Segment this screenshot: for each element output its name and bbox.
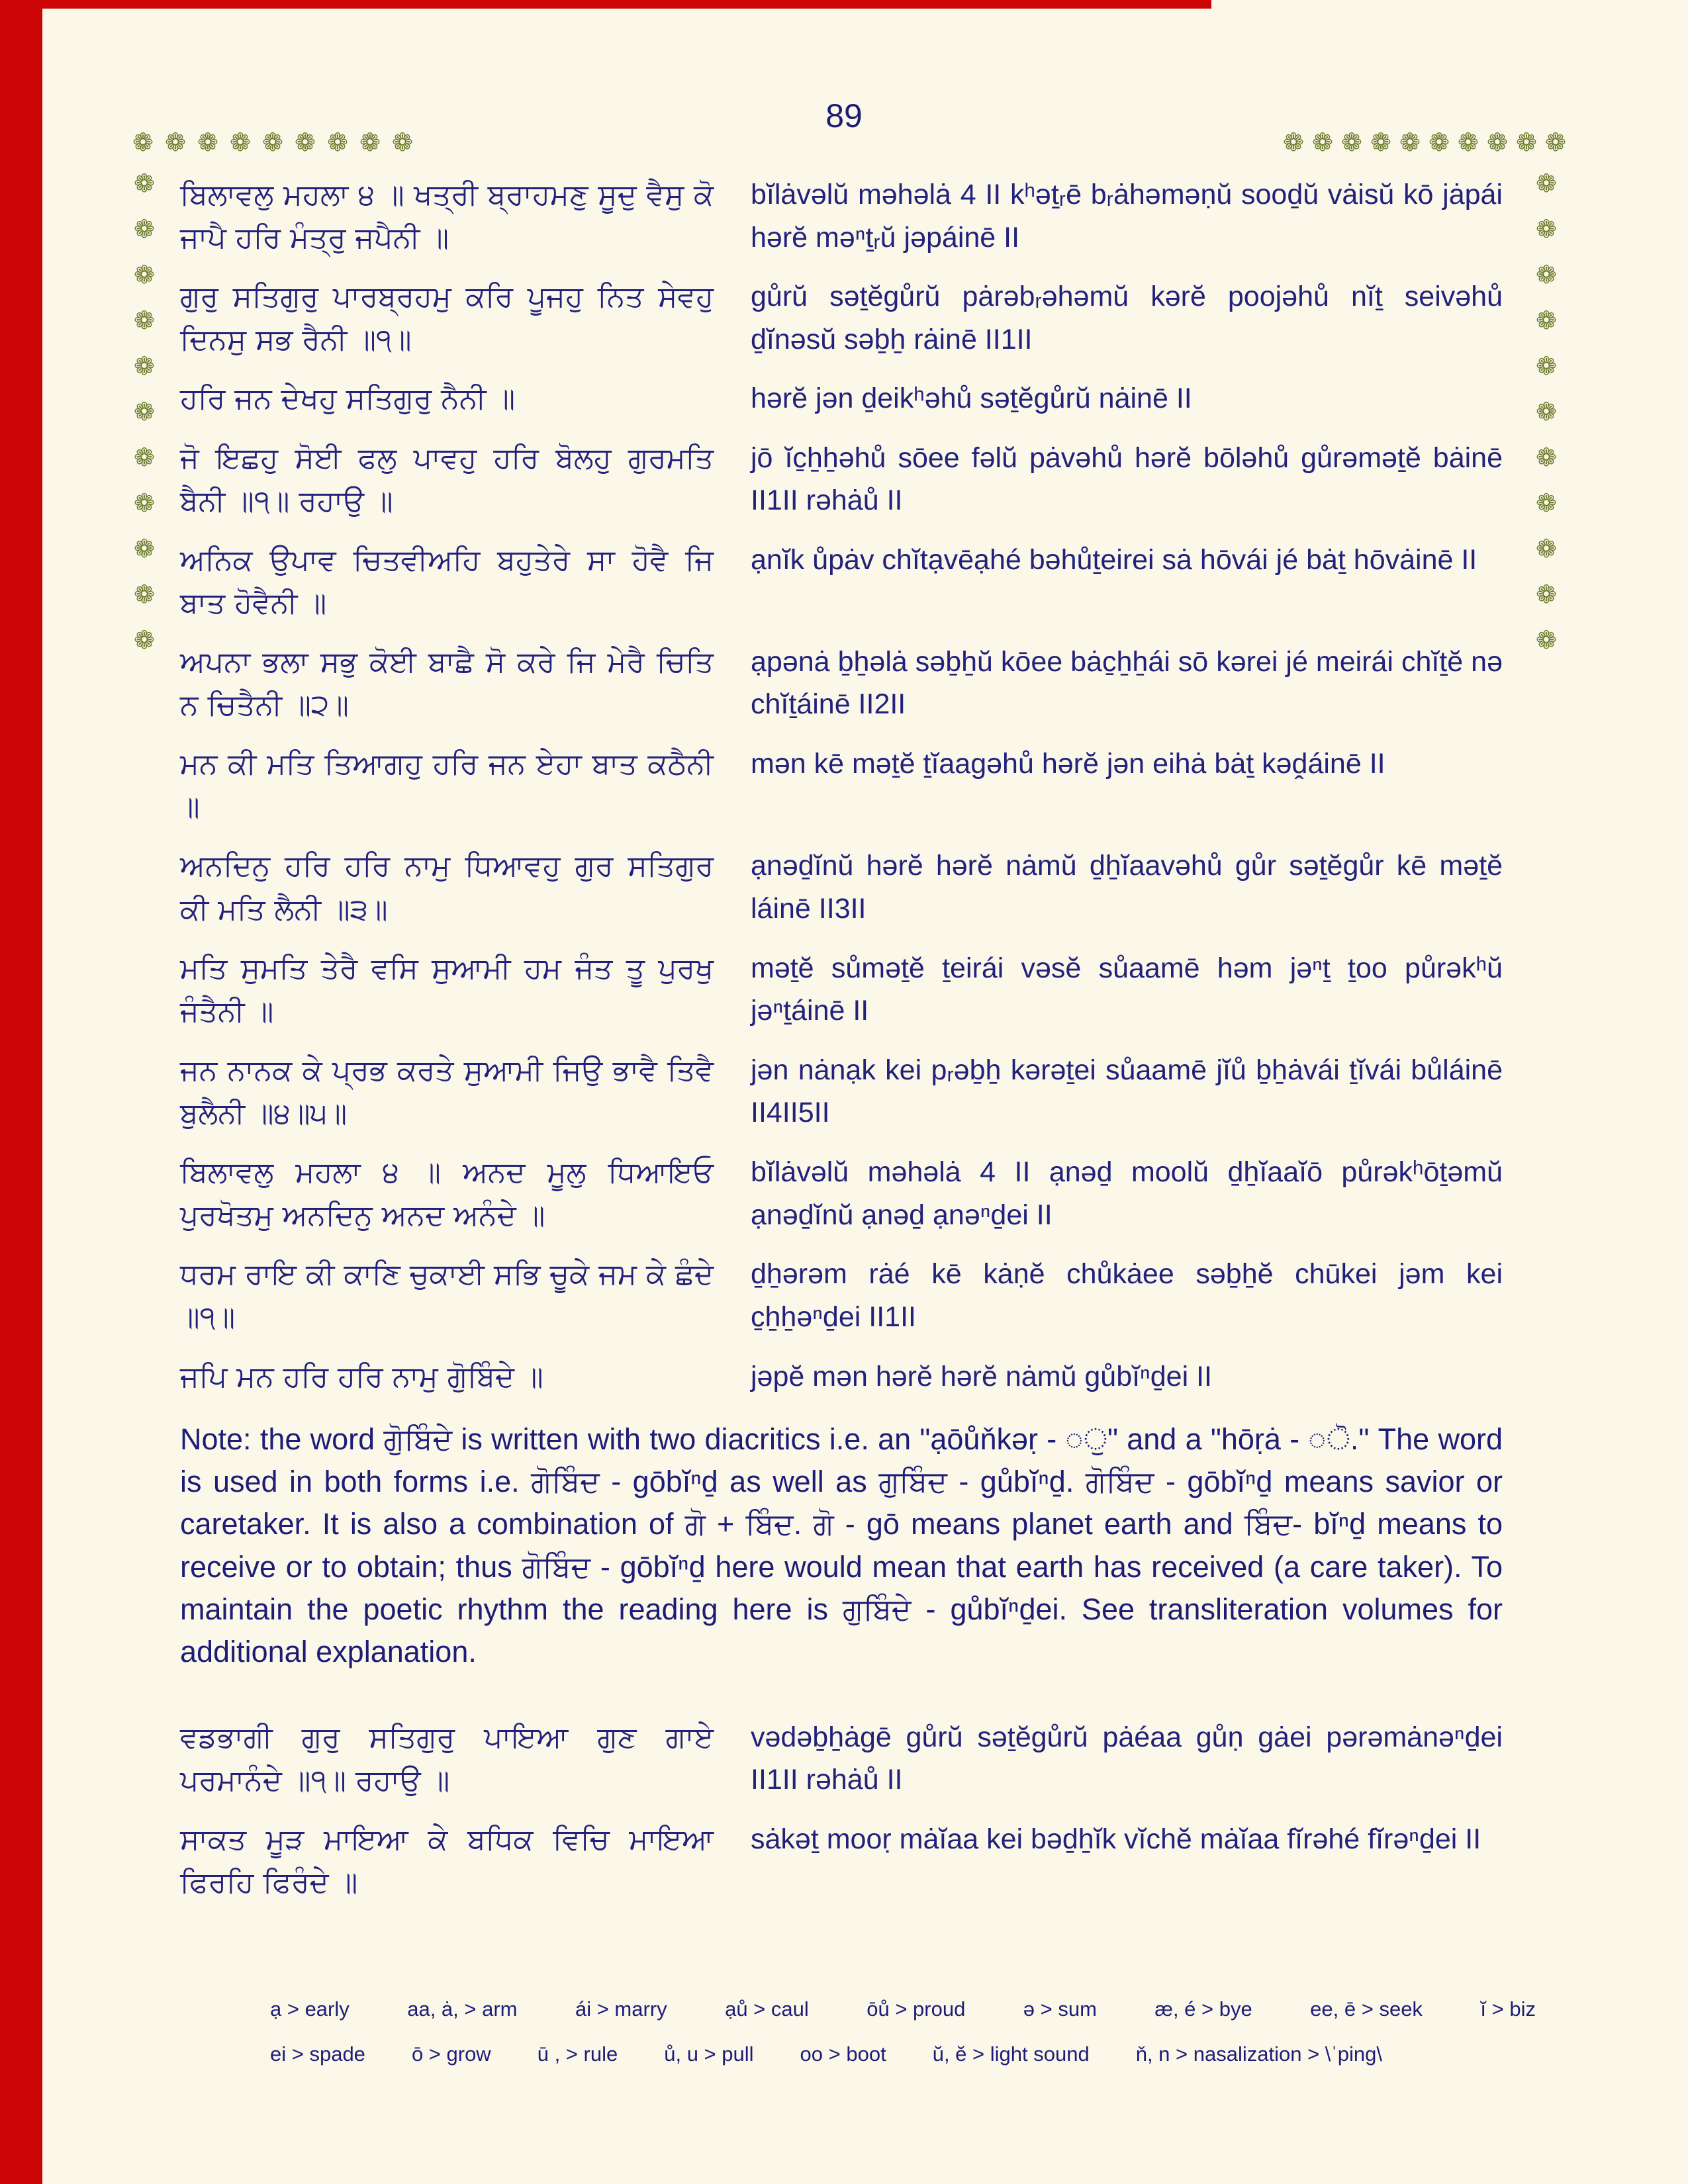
flower-icon: ❁ bbox=[1536, 397, 1557, 426]
key-item: ū , > rule bbox=[537, 2042, 618, 2066]
transliteration-text: sȧkəṯ mooṛ mȧĭaa kei bəḏẖĭk vĭchĕ mȧĭaa fĭrəhé fĭrəⁿḏei II bbox=[751, 1823, 1481, 1855]
key-item: ạů > caul bbox=[725, 1997, 809, 2021]
transliteration-text: ạnəḏĭnŭ hərĕ hərĕ nȧmŭ ḏẖĭaavəhů gůr səṯĕgůr kē məṯĕ láinē II3II bbox=[751, 850, 1503, 925]
verse-row bbox=[180, 275, 1503, 361]
transliteration-text: hərĕ jən ḏeikʰəhů səṯĕgůrŭ nȧinē II bbox=[751, 383, 1192, 415]
flower-icon: ❁ bbox=[1536, 534, 1557, 563]
gurmukhi-text: ਮਤਿ ਸੁਮਤਿ ਤੇਰੈ ਵਸਿ ਸੁਆਮੀ ਹਮ ਜੰਤ ਤੂ ਪੁਰਖੁ ਜੰਤੈਨੀ ॥ bbox=[180, 951, 714, 1028]
key-item: ei > spade bbox=[270, 2042, 365, 2066]
gurmukhi-text: ਹਰਿ ਜਨ ਦੇਖਹੁ ਸਤਿਗੁਰੁ ਨੈਨੀ ॥ bbox=[180, 382, 516, 416]
flower-icon: ❁ bbox=[1545, 128, 1566, 157]
book-edge-left-strip bbox=[0, 0, 42, 2184]
key-item: ň, n > nasalization > \ˈping\ bbox=[1135, 2042, 1382, 2066]
verses-lower-section bbox=[180, 1716, 1503, 1904]
page-number: 89 bbox=[825, 97, 863, 134]
key-item: ŭ, ĕ > light sound bbox=[932, 2042, 1090, 2066]
flower-icon: ❁ bbox=[134, 625, 155, 655]
flower-icon: ❁ bbox=[392, 128, 413, 157]
flower-icon: ❁ bbox=[134, 351, 155, 381]
transliteration-text: ḏẖərəm rȧé kē kȧṇĕ chůkȧee səḇẖĕ chūkei jəm kei c̱ẖẖəⁿḏei II1II bbox=[751, 1258, 1503, 1333]
verse-row bbox=[180, 947, 1503, 1033]
flower-icon: ❁ bbox=[1283, 128, 1304, 157]
gurmukhi-text: ਸਾਕਤ ਮੂੜ ਮਾਇਆ ਕੇ ਬਧਿਕ ਵਿਚਿ ਮਾਇਆ ਫਿਰਹਿ ਫਿਰੰਦੇ ॥ bbox=[180, 1822, 714, 1900]
gurmukhi-text: ਜਨ ਨਾਨਕ ਕੇ ਪ੍ਰਭ ਕਰਤੇ ਸੁਆਮੀ ਜਿਉ ਭਾਵੈ ਤਿਵੈ ਬੁਲੈਨੀ ॥੪॥੫॥ bbox=[180, 1053, 714, 1130]
transliteration-text: jō ĭc̱ẖẖəhů sōee fəlŭ pȧvəhů hərĕ bōləhů gůrəməṯĕ bȧinē II1II rəhȧů II bbox=[751, 441, 1503, 517]
verse-row bbox=[180, 641, 1503, 727]
note-paragraph: Note: the word ਗੋੁਬਿੰਦੇ is written with two diacritics i.e. an "ạōůňkəṛ - ◌ੁ" and a "hōṛȧ - ◌ੋ." The word is used in both forms i.e. ਗੋਬਿੰਦ - gōbĭⁿḏ as well as ਗੁਬਿੰਦ - gůbĭⁿḏ. ਗੋਬਿੰਦ - gōbĭⁿḏ means savior or caretaker. It is also a combination of ਗੋ + ਬਿੰਦ. ਗੋ - gō means planet earth and ਬਿੰਦ- bĭⁿḏ means to receive or to obtain; thus ਗੋਬਿੰਦ - gōbĭⁿḏ here would mean that earth has received (a care taker). To maintain the poetic rhythm the reading here is ਗੁਬਿੰਦੇ - gůbĭⁿḏei. See transliteration volumes for additional explanation. bbox=[180, 1422, 1503, 1669]
verse-row bbox=[180, 1253, 1503, 1339]
scripture-content bbox=[180, 173, 1503, 1920]
verse-row bbox=[180, 1818, 1503, 1904]
key-item: ái > marry bbox=[575, 1997, 667, 2021]
key-item: ĭ > biz bbox=[1480, 1997, 1536, 2021]
flower-icon: ❁ bbox=[134, 260, 155, 289]
gurmukhi-text: ਬਿਲਾਵਲੁ ਮਹਲਾ ੪ ॥ ਖਤ੍ਰੀ ਬ੍ਰਾਹਮਣੁ ਸੂਦੁ ਵੈਸੁ ਕੋ ਜਾਪੈ ਹਰਿ ਮੰਤ੍ਰੁ ਜਪੈਨੀ ॥ bbox=[180, 178, 714, 255]
verse-row bbox=[180, 437, 1503, 523]
gurmukhi-text: ਜਪਿ ਮਨ ਹਰਿ ਹਰਿ ਨਾਮੁ ਗੋੁਬਿੰਦੇ ॥ bbox=[180, 1359, 543, 1394]
flower-icon: ❁ bbox=[134, 169, 155, 198]
gurmukhi-text: ਜੋ ਇਛਹੁ ਸੋਈ ਫਲੁ ਪਾਵਹੁ ਹਰਿ ਬੋਲਹੁ ਗੁਰਮਤਿ ਬੈਨੀ ॥੧॥ ਰਹਾਉ ॥ bbox=[180, 441, 714, 518]
transliteration-text: jəpĕ mən hərĕ hərĕ nȧmŭ gůbĭⁿḏei II bbox=[751, 1360, 1212, 1392]
flower-icon: ❁ bbox=[1536, 214, 1557, 244]
transliteration-text: gůrŭ səṯĕgůrŭ pȧrəbᵣəhəmŭ kərĕ poojəhů nĭṯ seivəhů ḏĭnəsŭ səḇẖ rȧinē II1II bbox=[751, 281, 1503, 355]
flower-icon: ❁ bbox=[230, 128, 251, 157]
flower-icon: ❁ bbox=[134, 534, 155, 563]
transliteration-text: bĭlȧvəlŭ məhəlȧ 4 II ạnəḏ moolŭ ḏẖĭaaĭō půrəkʰōṯəmŭ ạnəḏĭnŭ ạnəḏ ạnəⁿḏei II bbox=[751, 1156, 1503, 1231]
key-item: ů, u > pull bbox=[664, 2042, 754, 2066]
key-item: æ, é > bye bbox=[1154, 1997, 1252, 2021]
flower-icon: ❁ bbox=[1312, 128, 1333, 157]
pronunciation-key bbox=[270, 1997, 1536, 2087]
gurmukhi-text: ਅਨਦਿਨੁ ਹਰਿ ਹਰਿ ਨਾਮੁ ਧਿਆਵਹੁ ਗੁਰ ਸਤਿਗੁਰ ਕੀ ਮਤਿ ਲੈਨੀ ॥੩॥ bbox=[180, 849, 714, 927]
pronunciation-key-row-1 bbox=[270, 1997, 1536, 2021]
transliteration-text: məṯĕ sůməṯĕ ṯeirái vəsĕ sůaamē həm jəⁿṯ ṯoo půrəkʰŭ jəⁿṯáinē II bbox=[751, 952, 1503, 1027]
transliteration-text: ạnĭk ůpȧv chĭtạvēạhé bəhůṯeirei sȧ hōvái jé bȧṯ hōvȧinē II bbox=[751, 543, 1477, 576]
book-edge-top-strip bbox=[0, 0, 1211, 9]
key-item: oo > boot bbox=[800, 2042, 886, 2066]
gurmukhi-text: ਬਿਲਾਵਲੁ ਮਹਲਾ ੪ ॥ ਅਨਦ ਮੂਲੁ ਧਿਆਇਓ ਪੁਰਖੋਤਮੁ ਅਨਦਿਨੁ ਅਨਦ ਅਨੰਦੇ ॥ bbox=[180, 1156, 714, 1233]
flower-icon: ❁ bbox=[165, 128, 186, 157]
key-item: aa, ȧ, > arm bbox=[407, 1997, 518, 2021]
flower-icon: ❁ bbox=[134, 488, 155, 518]
flower-icon: ❁ bbox=[359, 128, 381, 157]
flower-icon: ❁ bbox=[1536, 443, 1557, 472]
flower-icon: ❁ bbox=[1487, 128, 1508, 157]
key-item: ō > grow bbox=[411, 2042, 491, 2066]
flower-icon: ❁ bbox=[134, 306, 155, 335]
gurmukhi-text: ਵਡਭਾਗੀ ਗੁਰੁ ਸਤਿਗੁਰੁ ਪਾਇਆ ਗੁਣ ਗਾਏ ਪਰਮਾਨੰਦੇ ॥੧॥ ਰਹਾਉ ॥ bbox=[180, 1720, 714, 1797]
gurmukhi-text: ਅਪਨਾ ਭਲਾ ਸਭੁ ਕੋਈ ਬਾਛੈ ਸੋ ਕਰੇ ਜਿ ਮੇਰੈ ਚਿਤਿ ਨ ਚਿਤੈਨੀ ॥੨॥ bbox=[180, 645, 714, 723]
key-item: ạ > early bbox=[270, 1997, 350, 2021]
pronunciation-key-row-2 bbox=[270, 2042, 1382, 2066]
flower-icon: ❁ bbox=[1370, 128, 1391, 157]
flower-icon: ❁ bbox=[262, 128, 283, 157]
transliteration-text: ạpənȧ ḇẖəlȧ səḇẖŭ kōee bȧc̱ẖẖái sō kərei jé meirái chĭṯĕ nə chĭṯáinē II2II bbox=[751, 645, 1503, 721]
gurmukhi-text: ਅਨਿਕ ਉਪਾਵ ਚਿਤਵੀਅਹਿ ਬਹੁਤੇਰੇ ਸਾ ਹੋਵੈ ਜਿ ਬਾਤ ਹੋਵੈਨੀ ॥ bbox=[180, 543, 714, 620]
gurmukhi-text: ਮਨ ਕੀ ਮਤਿ ਤਿਆਗਹੁ ਹਰਿ ਜਨ ਏਹਾ ਬਾਤ ਕਠੈਨੀ ॥ bbox=[180, 747, 714, 825]
flower-icon: ❁ bbox=[132, 128, 154, 157]
transliteration-text: jən nȧnạk kei pᵣəḇẖ kərəṯei sůaamē jĭů ḇẖȧvái ṯĭvái bůláinē II4II5II bbox=[751, 1054, 1503, 1129]
flower-icon: ❁ bbox=[1536, 306, 1557, 335]
verse-row bbox=[180, 173, 1503, 259]
flower-icon: ❁ bbox=[1341, 128, 1362, 157]
verse-row bbox=[180, 1151, 1503, 1237]
flower-icon: ❁ bbox=[1536, 488, 1557, 518]
key-item: ōů > proud bbox=[867, 1997, 966, 2021]
key-item: ee, ē > seek bbox=[1310, 1997, 1423, 2021]
verse-row bbox=[180, 743, 1503, 829]
flower-icon: ❁ bbox=[1516, 128, 1537, 157]
flower-icon: ❁ bbox=[1536, 260, 1557, 289]
flower-icon: ❁ bbox=[327, 128, 348, 157]
flower-icon: ❁ bbox=[134, 397, 155, 426]
flower-icon: ❁ bbox=[1536, 580, 1557, 609]
transliteration-text: vədəḇẖȧgē gůrŭ səṯĕgůrŭ pȧéaa gůṇ gȧei pərəmȧnəⁿḏei II1II rəhȧů II bbox=[751, 1721, 1503, 1796]
verse-row bbox=[180, 1355, 1503, 1398]
verse-row bbox=[180, 1049, 1503, 1135]
verse-row bbox=[180, 377, 1503, 420]
flower-icon: ❁ bbox=[1536, 169, 1557, 198]
gurmukhi-text: ਧਰਮ ਰਾਇ ਕੀ ਕਾਣਿ ਚੁਕਾਈ ਸਭਿ ਚੂਕੇ ਜਮ ਕੇ ਛੰਦੇ ॥੧॥ bbox=[180, 1257, 714, 1335]
flower-icon: ❁ bbox=[134, 443, 155, 472]
flower-icon: ❁ bbox=[295, 128, 316, 157]
flower-icon: ❁ bbox=[134, 580, 155, 609]
transliteration-text: bĭlȧvəlŭ məhəlȧ 4 II kʰəṯᵣē bᵣȧhəməṇŭ sooḏŭ vȧisŭ kō jȧpái hərĕ məⁿṯᵣŭ jəpáinē II bbox=[751, 179, 1503, 253]
verses-upper-section bbox=[180, 173, 1503, 1398]
flower-icon: ❁ bbox=[1399, 128, 1421, 157]
verse-row bbox=[180, 1716, 1503, 1802]
flower-icon: ❁ bbox=[134, 214, 155, 244]
verse-row bbox=[180, 844, 1503, 931]
flower-icon: ❁ bbox=[1429, 128, 1450, 157]
flower-icon: ❁ bbox=[197, 128, 218, 157]
gurmukhi-text: ਗੁਰੁ ਸਤਿਗੁਰੁ ਪਾਰਬ੍ਰਹਮੁ ਕਰਿ ਪੂਜਹੁ ਨਿਤ ਸੇਵਹੁ ਦਿਨਸੁ ਸਭ ਰੈਨੀ ॥੧॥ bbox=[180, 280, 714, 357]
verse-row bbox=[180, 539, 1503, 625]
key-item: ə > sum bbox=[1023, 1997, 1097, 2021]
flower-icon: ❁ bbox=[1458, 128, 1479, 157]
transliteration-text: mən kē məṯĕ ṯĭaagəhů hərĕ jən eihȧ bȧṯ kəḓáinē II bbox=[751, 748, 1385, 780]
flower-icon: ❁ bbox=[1536, 351, 1557, 381]
flower-icon: ❁ bbox=[1536, 625, 1557, 655]
